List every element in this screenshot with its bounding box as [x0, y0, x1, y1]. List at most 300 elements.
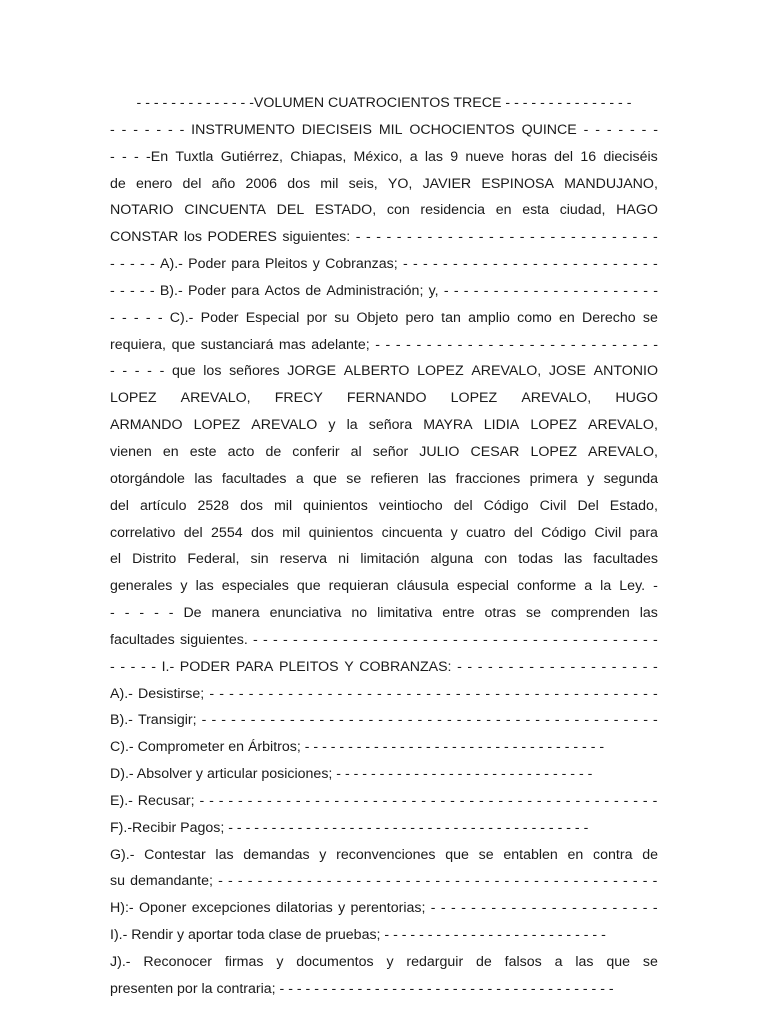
word: - [416, 685, 422, 702]
word: - [484, 873, 490, 890]
document-page [110, 90, 658, 1003]
word: - [247, 873, 253, 890]
word: - [407, 712, 413, 729]
word: - [493, 282, 499, 299]
word: - [147, 363, 152, 380]
word: - [573, 873, 579, 890]
word: - [602, 256, 608, 273]
word: - [473, 282, 479, 299]
word: - [455, 685, 461, 702]
word: a [409, 148, 418, 165]
word: - [653, 578, 658, 595]
word: - [562, 900, 567, 917]
word: - [327, 685, 333, 702]
word: ciudad, [559, 202, 606, 219]
word: Derecho [582, 309, 636, 326]
word: - [517, 792, 523, 809]
word: para [231, 282, 260, 299]
word: - [543, 282, 549, 299]
word: - [641, 121, 647, 138]
word: como [517, 309, 552, 326]
word: -En [146, 148, 169, 165]
word: HUGO [615, 390, 658, 407]
word: de [476, 954, 492, 970]
word: G).- [110, 846, 135, 863]
word: - [585, 792, 590, 809]
word: ANTONIO [593, 363, 658, 380]
word: - [633, 712, 639, 729]
word: segunda [603, 470, 658, 487]
word: - [498, 336, 504, 353]
word: - [541, 900, 547, 917]
word: - [467, 336, 473, 353]
word: y [276, 954, 284, 970]
word: - [417, 229, 422, 246]
word: - [612, 256, 618, 273]
word: - [339, 712, 344, 729]
word: PODERES [207, 229, 277, 246]
word: - [388, 712, 393, 729]
word: dilatorias [275, 900, 333, 917]
word: - [145, 309, 151, 326]
word: - [229, 685, 234, 702]
word: - [613, 685, 619, 702]
word: - [406, 336, 411, 353]
word: amplio [468, 309, 510, 326]
word: - [435, 873, 441, 890]
word: FRECY [274, 390, 323, 407]
word: - [570, 658, 576, 675]
word: su [334, 309, 350, 326]
word: - [415, 873, 421, 890]
word: - [603, 873, 608, 890]
word: - [218, 792, 224, 809]
word: YO, [387, 175, 413, 192]
word: - [450, 792, 455, 809]
word: - [642, 900, 648, 917]
word: - [574, 685, 579, 702]
word: - [357, 685, 362, 702]
word: los [203, 363, 222, 380]
word: - [652, 900, 658, 917]
word: - [594, 792, 600, 809]
word: - [553, 873, 559, 890]
word: - [228, 792, 234, 809]
word: entre [442, 605, 475, 622]
word: AREVALO, [471, 363, 542, 380]
word: - [219, 685, 224, 702]
word: CINCUENTA [184, 202, 266, 219]
word: - [633, 792, 639, 809]
word: - [353, 792, 359, 809]
word: - [329, 712, 334, 729]
word: cláusula [396, 578, 449, 595]
word: - [632, 336, 638, 353]
word: - [565, 792, 571, 809]
word: - [593, 631, 598, 648]
word: - [475, 685, 481, 702]
word: - [591, 336, 597, 353]
word: - [527, 792, 532, 809]
word: - [529, 336, 535, 353]
word: - [604, 792, 610, 809]
word: - [445, 873, 450, 890]
word: y [587, 470, 595, 487]
word: las [215, 846, 234, 863]
word: OCHOCIENTOS [409, 121, 515, 138]
word: demandas [243, 846, 310, 863]
word: - [533, 631, 538, 648]
word: - [521, 900, 527, 917]
word: Cobranzas; [325, 256, 398, 273]
word: Poder [187, 282, 226, 299]
word: - [529, 658, 534, 675]
text-line [110, 573, 658, 600]
word: manera [211, 605, 260, 622]
word: - [513, 631, 518, 648]
word: - [632, 256, 638, 273]
word: con [484, 551, 508, 568]
word: - [582, 256, 588, 273]
word: - [534, 873, 539, 890]
word: - [611, 658, 617, 675]
word: pero [405, 309, 434, 326]
text-line [110, 358, 658, 385]
word: adelante; [311, 336, 370, 353]
word: - [411, 792, 417, 809]
word: a [554, 954, 563, 970]
word: de [110, 175, 126, 192]
word: - [121, 309, 127, 326]
word: DIECISEIS [301, 121, 372, 138]
word: HAGO [616, 202, 658, 219]
word: - [445, 685, 451, 702]
word: - [209, 792, 214, 809]
word: las [424, 148, 443, 165]
word: - [531, 900, 537, 917]
word: que [171, 336, 196, 353]
word: 2528 [197, 497, 230, 514]
word: - [440, 792, 446, 809]
word: - [297, 873, 302, 890]
word: - [347, 685, 353, 702]
word: cincuenta [381, 524, 443, 541]
word: - [452, 256, 458, 273]
word: - [653, 658, 658, 675]
word: - [554, 685, 560, 702]
word: reserva [279, 551, 328, 568]
word: - [134, 363, 140, 380]
word: - [488, 229, 494, 246]
word: - [392, 792, 397, 809]
word: - [524, 873, 529, 890]
word: las [195, 578, 214, 595]
word: México, [353, 148, 403, 165]
word: en [559, 309, 575, 326]
word: Ley. [619, 578, 646, 595]
word: especiales [221, 578, 289, 595]
word: - [488, 792, 494, 809]
word: que [313, 470, 337, 487]
word: - [613, 712, 619, 729]
word: - [151, 658, 156, 675]
text-line [110, 654, 658, 681]
word: JAVIER [422, 175, 472, 192]
word: facultades [593, 551, 658, 568]
word: Actos [264, 282, 301, 299]
word: - [401, 792, 407, 809]
word: - [110, 121, 115, 138]
word: - [622, 229, 627, 246]
word: firmas [224, 954, 264, 970]
word: 2554 [211, 524, 243, 541]
word: - [622, 256, 628, 273]
word: - [469, 792, 475, 809]
word: - [365, 229, 371, 246]
word: - [309, 712, 315, 729]
word: - [518, 658, 524, 675]
word: especial [456, 578, 509, 595]
word: - [653, 336, 658, 353]
word: - [593, 282, 599, 299]
word: - [546, 792, 552, 809]
word: E).- [110, 792, 133, 809]
word: - [508, 658, 514, 675]
word: - [463, 282, 469, 299]
word: - [503, 631, 508, 648]
word: que [296, 578, 321, 595]
word: - [130, 256, 135, 273]
word: en [495, 202, 512, 219]
word: AREVALO, [521, 390, 592, 407]
word: LOPEZ [530, 417, 577, 434]
text-line [110, 520, 658, 547]
word: - [483, 631, 488, 648]
word: - [612, 336, 617, 353]
word: con [386, 202, 410, 219]
word: - [218, 873, 223, 890]
word: el [110, 551, 122, 568]
word: - [463, 631, 468, 648]
word: - [430, 900, 436, 917]
word: - [458, 229, 463, 246]
word: - [427, 229, 433, 246]
word: - [503, 282, 509, 299]
word: - [642, 256, 648, 273]
word: - [396, 229, 402, 246]
word: - [122, 363, 128, 380]
word: - [412, 256, 418, 273]
word: 16 [580, 148, 597, 165]
word: - [293, 631, 298, 648]
word: Pleitos [264, 256, 308, 273]
word: documentos [296, 954, 374, 970]
word: - [405, 873, 411, 890]
word: quinientos [303, 497, 368, 514]
word: - [250, 712, 256, 729]
word: Especial [245, 309, 300, 326]
text-line [110, 788, 658, 815]
word: - [614, 792, 619, 809]
word: requieran [328, 578, 389, 595]
word: - [525, 712, 531, 729]
word: - [382, 792, 388, 809]
word: - [505, 712, 511, 729]
word: - [485, 685, 491, 702]
word: - [334, 792, 340, 809]
word: - [523, 631, 528, 648]
word: - [643, 631, 648, 648]
word: MIL [378, 121, 403, 138]
word: - [211, 712, 217, 729]
word: las [639, 605, 658, 622]
word: - [543, 873, 549, 890]
word: - [540, 229, 545, 246]
word: - [110, 309, 115, 326]
word: - [653, 121, 658, 138]
word: - [493, 631, 498, 648]
word: - [346, 873, 352, 890]
word: - [482, 256, 488, 273]
word: - [583, 282, 589, 299]
word: dos [250, 524, 274, 541]
word: dos [240, 497, 263, 514]
word: - [466, 712, 472, 729]
word: de [305, 282, 322, 299]
word: - [130, 658, 136, 675]
word: - [343, 631, 348, 648]
word: Desistirse; [137, 685, 205, 702]
word: - [154, 605, 159, 622]
word: Tuxtla [175, 148, 214, 165]
word: - [540, 336, 545, 353]
word: - [156, 121, 162, 138]
word: - [423, 631, 428, 648]
word: todas [518, 551, 553, 568]
text-line [110, 493, 658, 520]
word: - [319, 712, 325, 729]
word: requiera, [110, 336, 166, 353]
word: - [461, 900, 466, 917]
word: - [554, 712, 560, 729]
word: - [494, 873, 500, 890]
word: - [305, 792, 311, 809]
text-line [110, 895, 658, 922]
word: - [426, 685, 431, 702]
word: - [263, 631, 268, 648]
word: - [403, 631, 408, 648]
word: - [498, 792, 504, 809]
text-line [110, 224, 658, 251]
word: - [417, 712, 423, 729]
word: - [344, 792, 349, 809]
word: MAYRA [423, 417, 473, 434]
word: - [630, 121, 635, 138]
word: - [583, 631, 588, 648]
word: año [211, 175, 236, 192]
word: horas [511, 148, 547, 165]
word: las [428, 470, 447, 487]
word: - [584, 685, 589, 702]
word: - [622, 900, 628, 917]
word: - [326, 873, 332, 890]
word: primera [529, 470, 578, 487]
word: - [376, 229, 381, 246]
word: - [515, 712, 521, 729]
word: LOPEZ [193, 417, 241, 434]
word: - [120, 658, 126, 675]
word: CESAR [470, 443, 520, 460]
word: y [328, 417, 336, 434]
word: no [351, 605, 368, 622]
word: PARA [235, 658, 274, 675]
word: del [554, 148, 574, 165]
word: - [513, 282, 519, 299]
word: AREVALO, [180, 390, 251, 407]
word: I.- [161, 658, 175, 675]
word: - [167, 121, 173, 138]
word: - [633, 685, 639, 702]
word: - [601, 336, 607, 353]
text-line [110, 681, 658, 708]
word: - [564, 685, 570, 702]
word: - [653, 631, 658, 648]
word: - [323, 631, 328, 648]
word: - [437, 336, 442, 353]
word: 9 [450, 148, 459, 165]
word: A).- [160, 256, 183, 273]
word: - [642, 658, 648, 675]
word: - [139, 282, 145, 299]
word: - [299, 712, 305, 729]
text-line: F).-Recibir Pagos; - - - - - - - - - - - - - - - - - - - - - - - - - - - - - - - - - - - - - - - - - - [110, 819, 589, 836]
word: - [432, 256, 438, 273]
word: J).- [110, 954, 131, 970]
word: del [110, 497, 129, 514]
word: - [457, 658, 462, 675]
word: - [140, 256, 145, 273]
text-line: presenten por la contraria; - - - - - - - - - - - - - - - - - - - - - - - - - - - - - - - - - - - - - - - [110, 980, 614, 997]
word: - [240, 712, 246, 729]
word: mas [278, 336, 306, 353]
word: FERNANDO [346, 390, 427, 407]
word: - [505, 685, 510, 702]
word: las [194, 470, 213, 487]
word: - [532, 256, 538, 273]
word: las [575, 954, 594, 970]
word: - [238, 792, 243, 809]
word: - [623, 792, 629, 809]
word: LOPEZ [450, 390, 498, 407]
word: - [652, 229, 658, 246]
word: - [383, 631, 388, 648]
word: Objeto [356, 309, 399, 326]
word: - [544, 685, 550, 702]
word: - [110, 363, 115, 380]
word: nueve [465, 148, 505, 165]
word: contra [593, 846, 633, 863]
word: - [427, 712, 433, 729]
word: - [395, 873, 401, 890]
word: - [393, 631, 398, 648]
word: - [356, 873, 362, 890]
word: mil [282, 524, 301, 541]
word: - [560, 229, 566, 246]
word: siguientes. [179, 631, 248, 648]
word: ESTADO, [314, 202, 377, 219]
word: Gutiérrez, [220, 148, 284, 165]
word: - [386, 229, 392, 246]
